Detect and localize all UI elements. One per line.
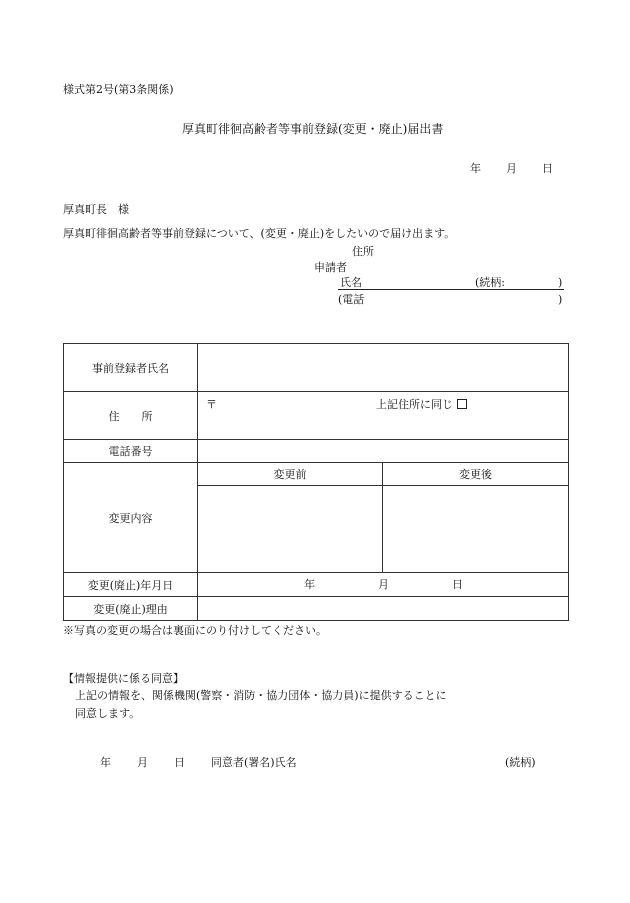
- consent-text-line2: 同意します。: [75, 707, 141, 720]
- applicant-relation-label: (続柄:: [475, 276, 505, 289]
- applicant-address-label: 住所: [352, 245, 374, 258]
- date-month-label: 月: [506, 162, 517, 175]
- consent-day: 日: [174, 756, 185, 769]
- consent-text-line1: 上記の情報を、関係機関(警察・消防・協力団体・協力員)に提供することに: [75, 689, 447, 702]
- same-as-above-label: 上記住所に同じ: [376, 398, 453, 411]
- date-day-label: 日: [542, 162, 553, 175]
- applicant-phone-close: ): [558, 293, 563, 306]
- change-content-label: 変更内容: [64, 463, 198, 573]
- applicant-name-label: 氏名: [340, 276, 362, 289]
- applicant-relation-close: ): [558, 276, 563, 289]
- addressee: 厚真町長 様: [63, 203, 129, 216]
- after-label: 変更後: [383, 463, 569, 486]
- applicant-label: 申請者: [314, 261, 347, 274]
- registration-table: [63, 343, 569, 621]
- applicant-phone-label: (電話: [338, 293, 365, 306]
- change-date-year: 年: [304, 578, 315, 591]
- same-address-checkbox[interactable]: [457, 399, 467, 409]
- consent-year: 年: [100, 756, 111, 769]
- change-date-day: 日: [452, 578, 463, 591]
- reason-label: 変更(廃止)理由: [64, 597, 198, 621]
- consent-month: 月: [137, 756, 148, 769]
- after-field[interactable]: [383, 486, 569, 573]
- change-date-label: 変更(廃止)年月日: [64, 573, 198, 597]
- consent-relation: (続柄): [505, 756, 536, 769]
- before-field[interactable]: [198, 486, 383, 573]
- applicant-name-underline: [338, 289, 564, 290]
- change-date-month: 月: [378, 578, 389, 591]
- registrant-name-field[interactable]: [198, 344, 569, 392]
- registrant-name-label: 事前登録者氏名: [64, 344, 198, 392]
- address-field[interactable]: [198, 392, 569, 440]
- change-date-field[interactable]: [198, 573, 569, 597]
- same-address-option[interactable]: [376, 399, 467, 410]
- photo-note: ※写真の変更の場合は裏面にのり付けしてください。: [63, 624, 327, 637]
- date-year-label: 年: [470, 162, 481, 175]
- page-title: 厚真町徘徊高齢者等事前登録(変更・廃止)届出書: [182, 122, 444, 136]
- consent-heading: 【情報提供に係る同意】: [63, 672, 184, 685]
- postal-mark: 〒: [206, 398, 217, 411]
- phone-label: 電話番号: [64, 440, 198, 463]
- before-label: 変更前: [198, 463, 383, 486]
- form-number: 様式第2号(第3条関係): [63, 83, 174, 96]
- phone-field[interactable]: [198, 440, 569, 463]
- reason-field[interactable]: [198, 597, 569, 621]
- address-label: 住 所: [64, 392, 198, 440]
- consent-signer-label: 同意者(署名)氏名: [211, 756, 297, 769]
- intro-text: 厚真町徘徊高齢者等事前登録について、(変更・廃止)をしたいので届け出ます。: [63, 227, 456, 240]
